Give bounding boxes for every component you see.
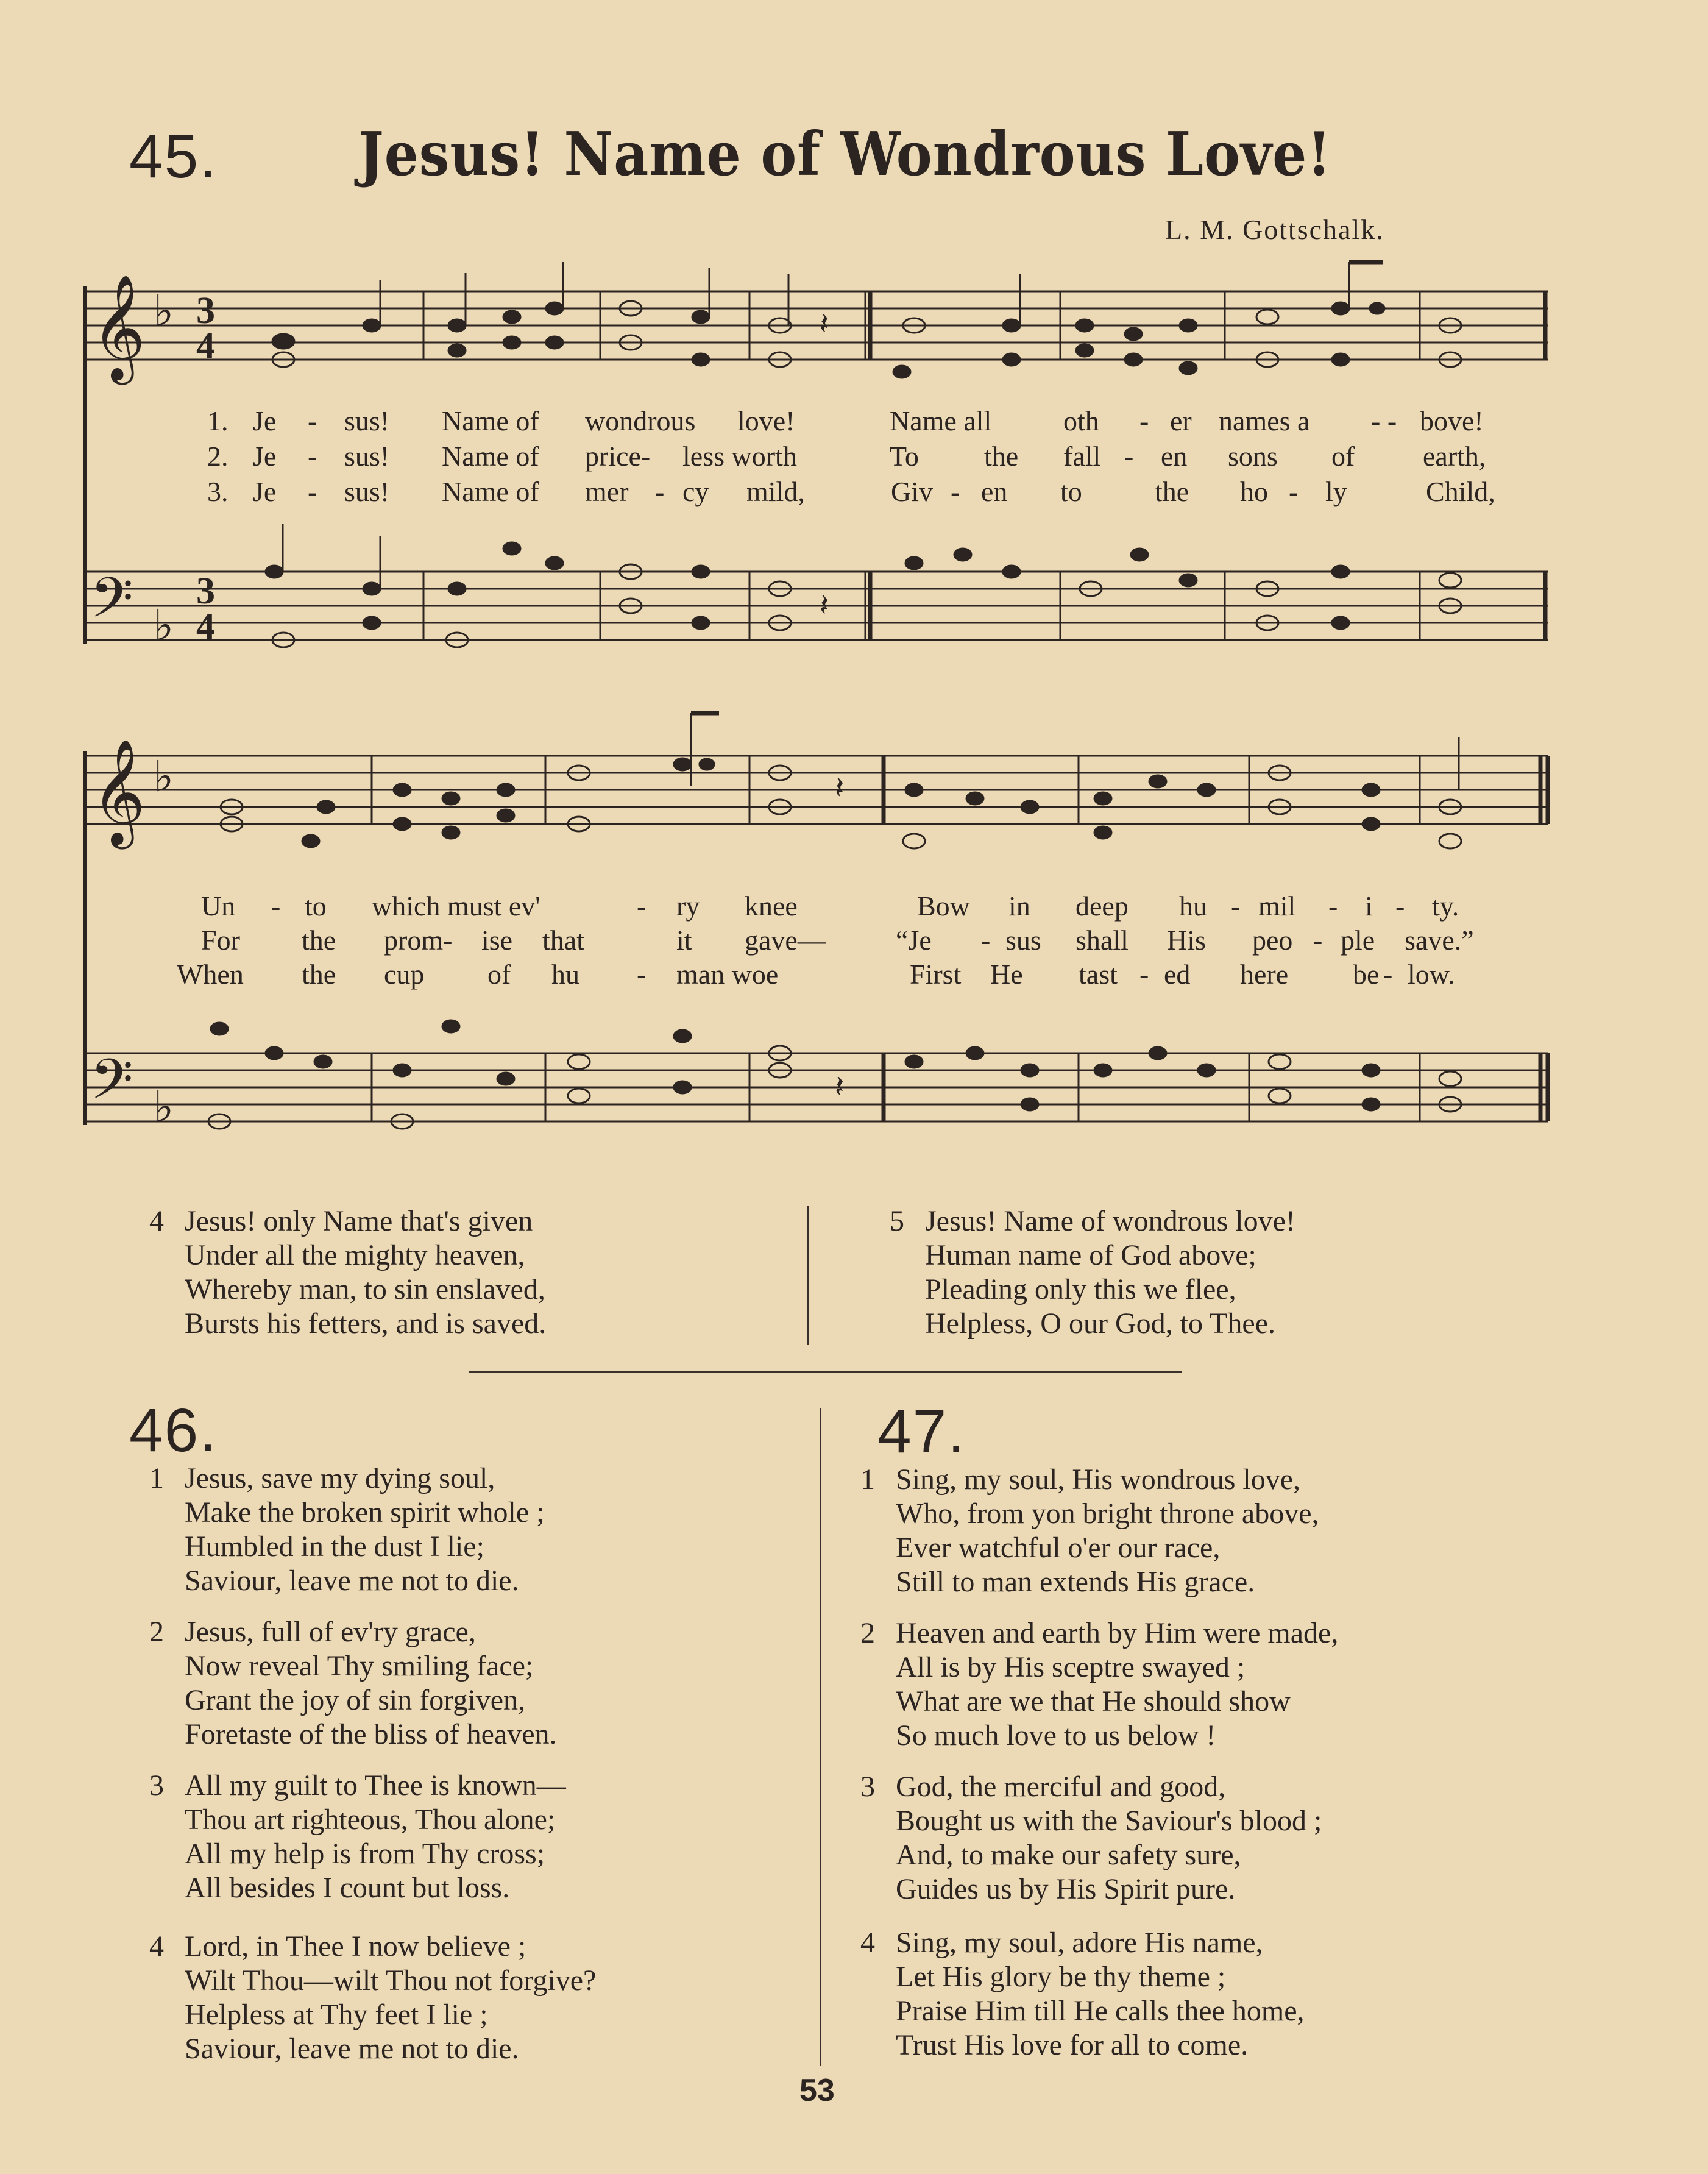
bass-clef-icon: 𝄢 — [90, 1047, 133, 1125]
hymn-47-verse-3: 3 God, the merciful and good, Bought us with the Saviour's blood ; And, to make our safety sure, Guides us by His Spirit pure. — [860, 1771, 1322, 1905]
hymn-45-number: 45. — [129, 123, 218, 191]
svg-text:𝄽: 𝄽 — [835, 770, 845, 806]
time-sig-bottom: 4 — [196, 325, 215, 367]
svg-text:♭: ♭ — [154, 1082, 174, 1132]
hymn-46-verse-2: 2 Jesus, full of ev'ry grace, Now reveal Thy smiling face; Grant the joy of sin forgiven, Foretaste of the bliss of heaven. — [149, 1616, 557, 1750]
system1-bass-notes — [266, 542, 1461, 647]
svg-text:♭: ♭ — [154, 751, 174, 801]
svg-text:𝄽: 𝄽 — [820, 306, 829, 341]
verse-divider — [807, 1206, 809, 1345]
system1-bass-staff — [85, 572, 1548, 640]
hymn-46-number: 46. — [129, 1396, 218, 1465]
svg-text:♭: ♭ — [154, 286, 174, 336]
time-sig-top: 3 — [196, 290, 215, 332]
hymn-47-verse-4: 4 Sing, my soul, adore His name, Let His glory be thy theme ; Praise Him till He calls thee home, Trust His love for all to come. — [860, 1927, 1305, 2061]
bass-clef-icon: 𝄢 — [90, 566, 133, 644]
hymn-46-verse-1: 1 Jesus, save my dying soul, Make the broken spirit whole ; Humbled in the dust I lie; Saviour, leave me not to die. — [149, 1462, 545, 1597]
column-divider — [820, 1408, 821, 2066]
hymn-47-verse-2: 2 Heaven and earth by Him were made, All is by His sceptre swayed ; What are we that He should show So much love to us below ! — [860, 1617, 1339, 1752]
section-divider — [469, 1371, 1182, 1373]
hymn-45-composer: L. M. Gottschalk. — [1165, 214, 1384, 245]
hymn-47-verse-1: 1 Sing, my soul, His wondrous love, Who, from yon bright throne above, Ever watchful o'er our race, Still to man extends His grace. — [860, 1463, 1319, 1598]
time-sig-bottom: 4 — [196, 606, 215, 647]
system2-treble-staff — [85, 756, 1548, 824]
hymn-47-number: 47. — [877, 1398, 966, 1466]
svg-text:♭: ♭ — [154, 600, 174, 650]
treble-clef-icon: 𝄞 — [91, 739, 146, 845]
svg-text:𝄽: 𝄽 — [835, 1069, 845, 1104]
hymn-46-verse-4: 4 Lord, in Thee I now believe ; Wilt Thou—wilt Thou not forgive? Helpless at Thy feet I lie ; Saviour, leave me not to die. — [149, 1930, 597, 2065]
hymn-45-verse-5: 5 Jesus! Name of wondrous love! Human name of God above; Pleading only this we flee, Helpless, O our God, to Thee. — [890, 1205, 1295, 1340]
system1-treble-notes — [272, 301, 1461, 378]
svg-text:𝄽: 𝄽 — [820, 588, 829, 623]
hymn-45-title: Jesus! Name of Wondrous Love! — [358, 119, 1331, 190]
time-sig-top: 3 — [196, 570, 215, 612]
hymn-46-verse-3: 3 All my guilt to Thee is known— Thou art righteous, Thou alone; All my help is from Thy cross; All besides I count but loss. — [149, 1769, 566, 1904]
treble-clef-icon: 𝄞 — [91, 274, 146, 380]
hymn-45-verse-4: 4 Jesus! only Name that's given Under all the mighty heaven, Whereby man, to sin enslaved, Bursts his fetters, and is saved. — [149, 1205, 547, 1340]
page-number: 53 — [799, 2073, 835, 2108]
system2-bass-staff — [85, 1053, 1548, 1121]
system1-treble-staff — [85, 291, 1548, 360]
